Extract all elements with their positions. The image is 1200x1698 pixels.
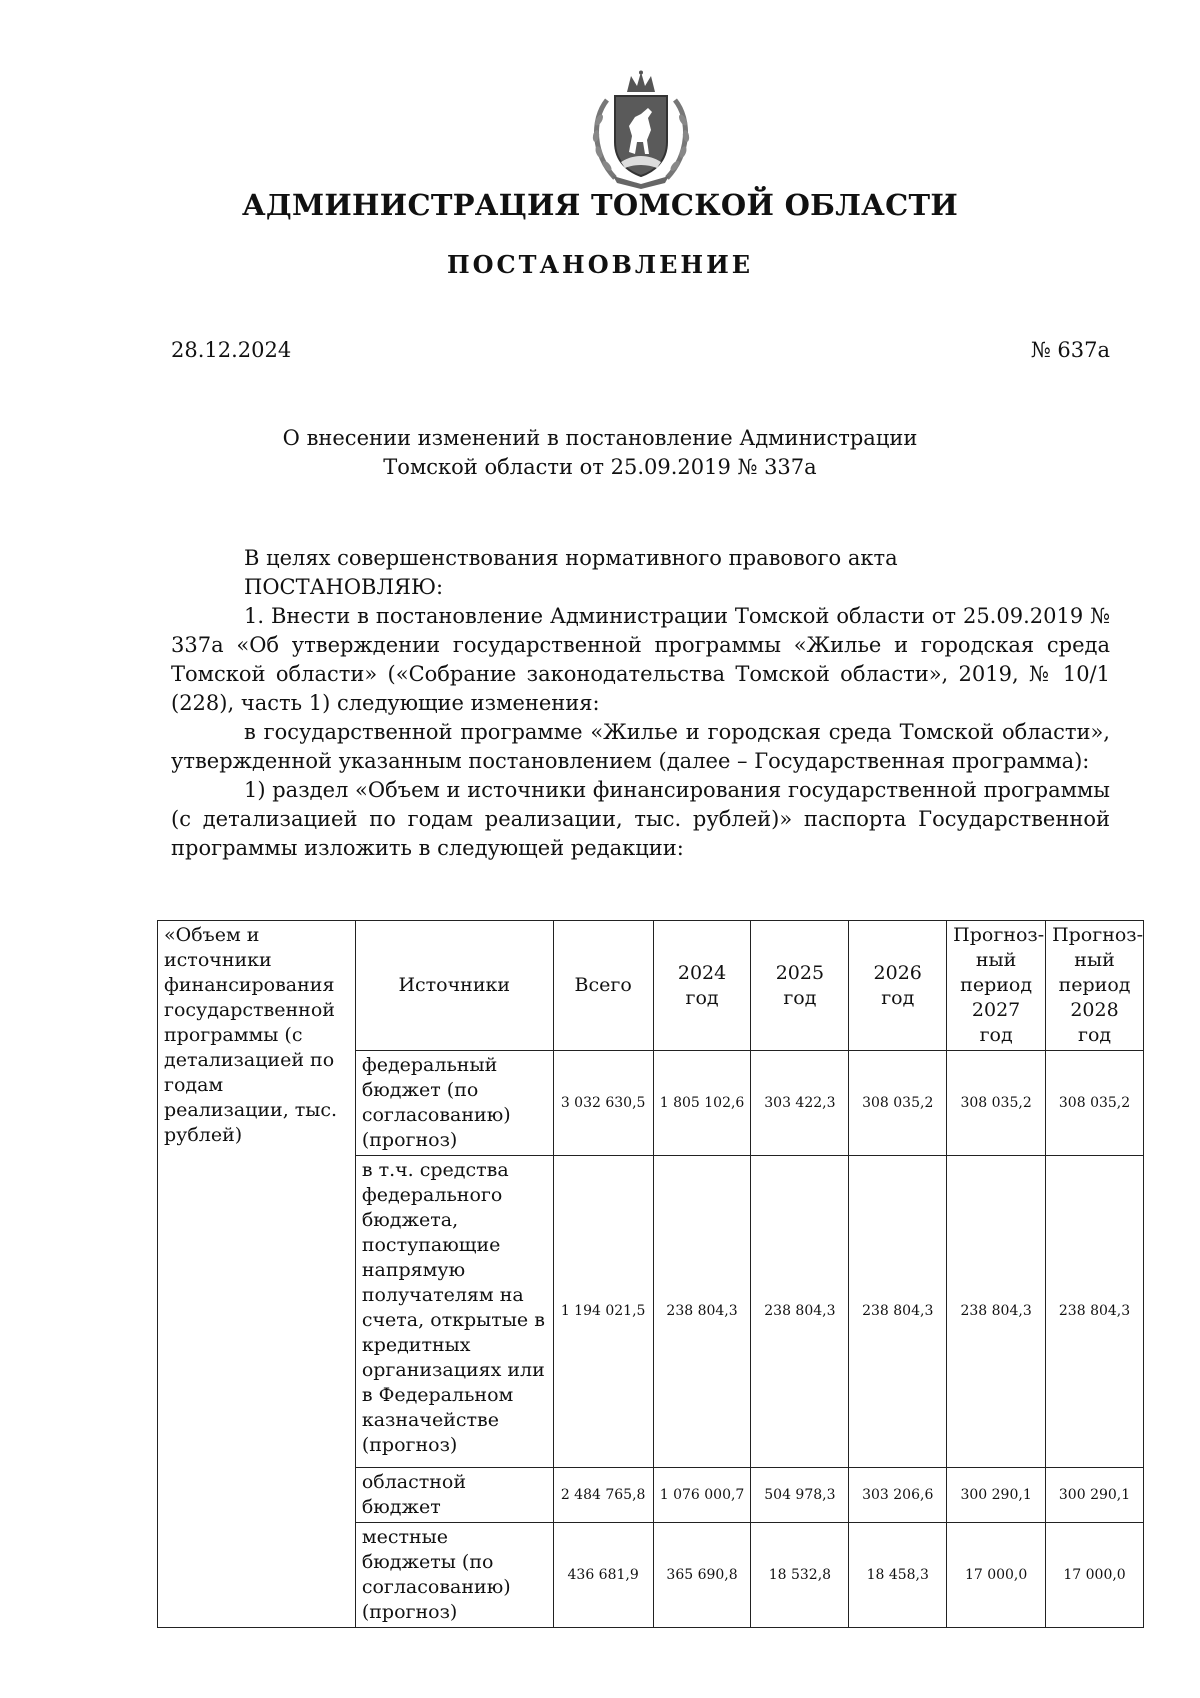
table-header-cell: Всего xyxy=(553,921,653,1051)
subject-line-2: Томской области от 25.09.2019 № 337а xyxy=(383,455,817,479)
value-cell: 238 804,3 xyxy=(849,1156,947,1468)
value-cell: 365 690,8 xyxy=(653,1523,751,1628)
table-header-cell: Прогноз-ный период 2028 год xyxy=(1046,921,1144,1051)
value-cell: 504 978,3 xyxy=(751,1468,849,1523)
value-cell: 18 532,8 xyxy=(751,1523,849,1628)
value-cell: 238 804,3 xyxy=(947,1156,1046,1468)
table-row-label: «Объем и источники финансирования государственной программы (с детализацией по годам реализации, тыс. рублей) xyxy=(158,921,356,1628)
value-cell: 17 000,0 xyxy=(947,1523,1046,1628)
value-cell: 238 804,3 xyxy=(751,1156,849,1468)
value-cell: 300 290,1 xyxy=(947,1468,1046,1523)
document-type: ПОСТАНОВЛЕНИЕ xyxy=(446,250,754,279)
value-cell: 303 422,3 xyxy=(751,1051,849,1156)
value-cell: 238 804,3 xyxy=(653,1156,751,1468)
document-date: 28.12.2024 xyxy=(171,338,292,362)
paragraph-program: в государственной программе «Жилье и городская среда Томской области», утвержденной указанным постановлением (далее – Государственная программа): xyxy=(171,720,1110,773)
document-subject xyxy=(0,424,1200,482)
value-cell: 1 805 102,6 xyxy=(653,1051,751,1156)
source-cell: областной бюджет xyxy=(355,1468,553,1523)
table-header-cell: 2025 год xyxy=(751,921,849,1051)
value-cell: 238 804,3 xyxy=(1046,1156,1144,1468)
document-number: № 637а xyxy=(1030,338,1110,362)
value-cell: 308 035,2 xyxy=(947,1051,1046,1156)
value-cell: 300 290,1 xyxy=(1046,1468,1144,1523)
source-cell: в т.ч. средства федерального бюджета, поступающие напрямую получателям на счета, открытые в кредитных организациях или в Федеральном казначействе (прогноз) xyxy=(355,1156,553,1468)
value-cell: 3 032 630,5 xyxy=(553,1051,653,1156)
subject-line-1: О внесении изменений в постановление Администрации xyxy=(282,426,918,450)
value-cell: 1 194 021,5 xyxy=(553,1156,653,1468)
value-cell: 18 458,3 xyxy=(849,1523,947,1628)
table-header-row xyxy=(158,921,1144,1051)
table-header-cell: 2024 год xyxy=(653,921,751,1051)
source-cell: местные бюджеты (по согласованию) (прогноз) xyxy=(355,1523,553,1628)
table-header-cell: Прогноз-ный период 2027 год xyxy=(947,921,1046,1051)
table-header-cell: 2026 год xyxy=(849,921,947,1051)
value-cell: 303 206,6 xyxy=(849,1468,947,1523)
paragraph-resolve: ПОСТАНОВЛЯЮ: xyxy=(244,575,444,599)
value-cell: 17 000,0 xyxy=(1046,1523,1144,1628)
value-cell: 1 076 000,7 xyxy=(653,1468,751,1523)
paragraph-item-1: 1. Внести в постановление Администрации Томской области от 25.09.2019 № 337а «Об утверждении государственной программы «Жилье и городская среда Томской области» («Собрание законодательства Томской области», 2019, № 10/1 (228), часть 1) следующие изменения: xyxy=(171,604,1110,715)
value-cell: 436 681,9 xyxy=(553,1523,653,1628)
financing-table xyxy=(157,920,1144,1628)
value-cell: 2 484 765,8 xyxy=(553,1468,653,1523)
table-header-cell: Источники xyxy=(355,921,553,1051)
value-cell: 308 035,2 xyxy=(849,1051,947,1156)
paragraph-purpose: В целях совершенствования нормативного правового акта xyxy=(244,546,898,570)
source-cell: федеральный бюджет (по согласованию) (прогноз) xyxy=(355,1051,553,1156)
document-body xyxy=(171,544,1110,863)
tomsk-coat-of-arms-icon xyxy=(585,70,697,190)
organization-title: АДМИНИСТРАЦИЯ ТОМСКОЙ ОБЛАСТИ xyxy=(241,188,959,222)
value-cell: 308 035,2 xyxy=(1046,1051,1144,1156)
paragraph-section-1: 1) раздел «Объем и источники финансирования государственной программы (с детализацией по годам реализации, тыс. рублей)» паспорта Государственной программы изложить в следующей редакции: xyxy=(171,778,1110,860)
